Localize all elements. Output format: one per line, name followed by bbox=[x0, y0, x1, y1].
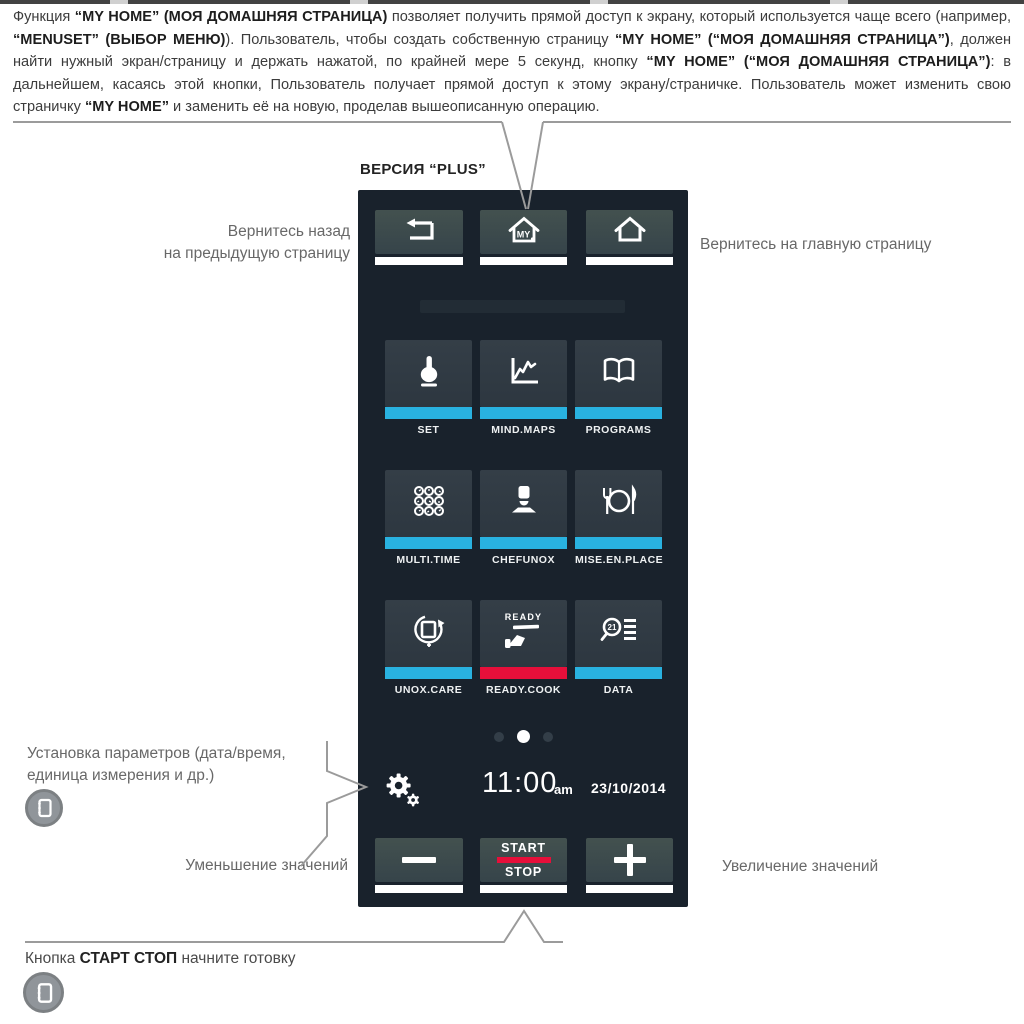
search-data-icon bbox=[599, 615, 639, 652]
start-stop-caption: Кнопка СТАРТ СТОП начните готовку bbox=[25, 950, 296, 967]
tile-programs[interactable] bbox=[575, 340, 662, 436]
start-label: START bbox=[501, 841, 546, 855]
tile-accent-bar bbox=[575, 407, 662, 419]
my-home-label: MY bbox=[516, 229, 530, 239]
tile-set[interactable] bbox=[385, 340, 472, 436]
decrease-button-underline bbox=[375, 885, 463, 893]
tile-label: MIND.MAPS bbox=[491, 424, 556, 436]
start-stop-red-bar bbox=[497, 857, 551, 863]
settings-button[interactable] bbox=[383, 770, 423, 810]
tile-multi-time[interactable] bbox=[385, 470, 472, 566]
tile-accent-bar bbox=[575, 537, 662, 549]
gear-icon bbox=[383, 797, 423, 814]
clock-date: 23/10/2014 bbox=[591, 780, 667, 796]
page-dot[interactable] bbox=[494, 732, 504, 742]
tile-accent-bar bbox=[385, 537, 472, 549]
open-book-icon bbox=[599, 355, 639, 392]
page-dot[interactable] bbox=[543, 732, 553, 742]
clock-time: 11:00 bbox=[482, 767, 558, 799]
tile-label: SET bbox=[417, 424, 440, 436]
ready-tray-icon bbox=[503, 624, 545, 655]
tile-chefunox[interactable] bbox=[480, 470, 567, 566]
oven-touchscreen-panel bbox=[358, 190, 688, 907]
tile-unox-care[interactable] bbox=[385, 600, 472, 696]
tile-accent-bar bbox=[480, 537, 567, 549]
tile-label: CHEFUNOX bbox=[492, 554, 555, 566]
back-button[interactable] bbox=[375, 210, 463, 254]
my-home-button[interactable] bbox=[480, 210, 567, 254]
tile-mind-maps[interactable] bbox=[480, 340, 567, 436]
increase-note: Увеличение значений bbox=[722, 858, 879, 875]
manual-page-icon bbox=[25, 789, 63, 827]
chef-icon bbox=[506, 483, 542, 524]
tile-label: PROGRAMS bbox=[585, 424, 652, 436]
my-home-icon bbox=[504, 214, 544, 251]
page-dots[interactable] bbox=[358, 730, 688, 743]
tile-accent-bar bbox=[575, 667, 662, 679]
start-stop-button[interactable] bbox=[480, 838, 567, 882]
back-note: Вернитесь назад на предыдущую страницу bbox=[163, 223, 350, 262]
back-arrow-icon bbox=[401, 216, 437, 249]
settings-note: Установка параметров (дата/время, единица измерения и др.) bbox=[27, 745, 286, 784]
hand-pointing-icon bbox=[412, 353, 446, 394]
tile-label: MISE.EN.PLACE bbox=[575, 554, 664, 566]
minus-icon bbox=[402, 857, 436, 863]
faint-screen-text bbox=[420, 300, 625, 313]
version-label: ВЕРСИЯ “PLUS” bbox=[360, 161, 486, 178]
manual-page-icon bbox=[23, 972, 64, 1013]
my-home-button-underline bbox=[480, 257, 567, 265]
increase-button-underline bbox=[586, 885, 673, 893]
home-button-underline bbox=[586, 257, 673, 265]
decrease-button[interactable] bbox=[375, 838, 463, 882]
tile-label: DATA bbox=[603, 684, 634, 696]
home-note: Вернитесь на главную страницу bbox=[700, 236, 932, 253]
tile-ready-cook[interactable] bbox=[480, 600, 567, 696]
scan-edge-artifact bbox=[0, 0, 1024, 4]
decrease-note: Уменьшение значений bbox=[185, 857, 348, 874]
rotation-square-icon bbox=[410, 612, 448, 655]
tile-accent-bar bbox=[385, 667, 472, 679]
back-button-underline bbox=[375, 257, 463, 265]
start-stop-underline bbox=[480, 885, 567, 893]
tile-accent-bar bbox=[480, 407, 567, 419]
tile-accent-bar bbox=[385, 407, 472, 419]
home-icon bbox=[610, 214, 650, 251]
home-button[interactable] bbox=[586, 210, 673, 254]
stop-label: STOP bbox=[504, 864, 542, 879]
tile-label: UNOX.CARE bbox=[394, 684, 463, 696]
clock-meridiem: am bbox=[554, 782, 573, 797]
tile-mise-en-place[interactable] bbox=[575, 470, 662, 566]
lens-digits: 21 bbox=[607, 623, 616, 633]
increase-button[interactable] bbox=[586, 838, 673, 882]
tile-data[interactable] bbox=[575, 600, 662, 696]
plus-icon bbox=[614, 844, 646, 876]
tile-accent-bar bbox=[480, 667, 567, 679]
page-dot[interactable] bbox=[517, 730, 530, 743]
intro-paragraph: Функция “MY HOME” (МОЯ ДОМАШНЯЯ СТРАНИЦА) позволяет получить прямой доступ к экрану, который используется чаще всего (например, “MENUSET” (ВЫБОР МЕНЮ)). Пользователь, чтобы создать собственную страницу “MY HOME” (“МОЯ ДОМАШНЯЯ СТРАНИЦА”), должен найти нужный экран/страницу и держать нажатой, по крайней мере 5 секунд, кнопку “MY HOME” (“МОЯ ДОМАШНЯЯ СТРАНИЦА”): в дальнейшем, касаясь этой кнопки, Пользователь получает прямой доступ к этому экрану/страничке. Пользователь может изменить свою страничку “MY HOME” и заменить её на новую, проделав вышеописанную операцию. bbox=[13, 9, 1012, 116]
tile-label: MULTI.TIME bbox=[396, 554, 461, 566]
clock-grid-icon bbox=[411, 483, 447, 524]
tile-label: READY.COOK bbox=[485, 684, 561, 696]
ready-overlay-text: READY bbox=[504, 612, 543, 622]
line-chart-icon bbox=[505, 354, 543, 393]
plate-cutlery-icon bbox=[598, 484, 640, 523]
